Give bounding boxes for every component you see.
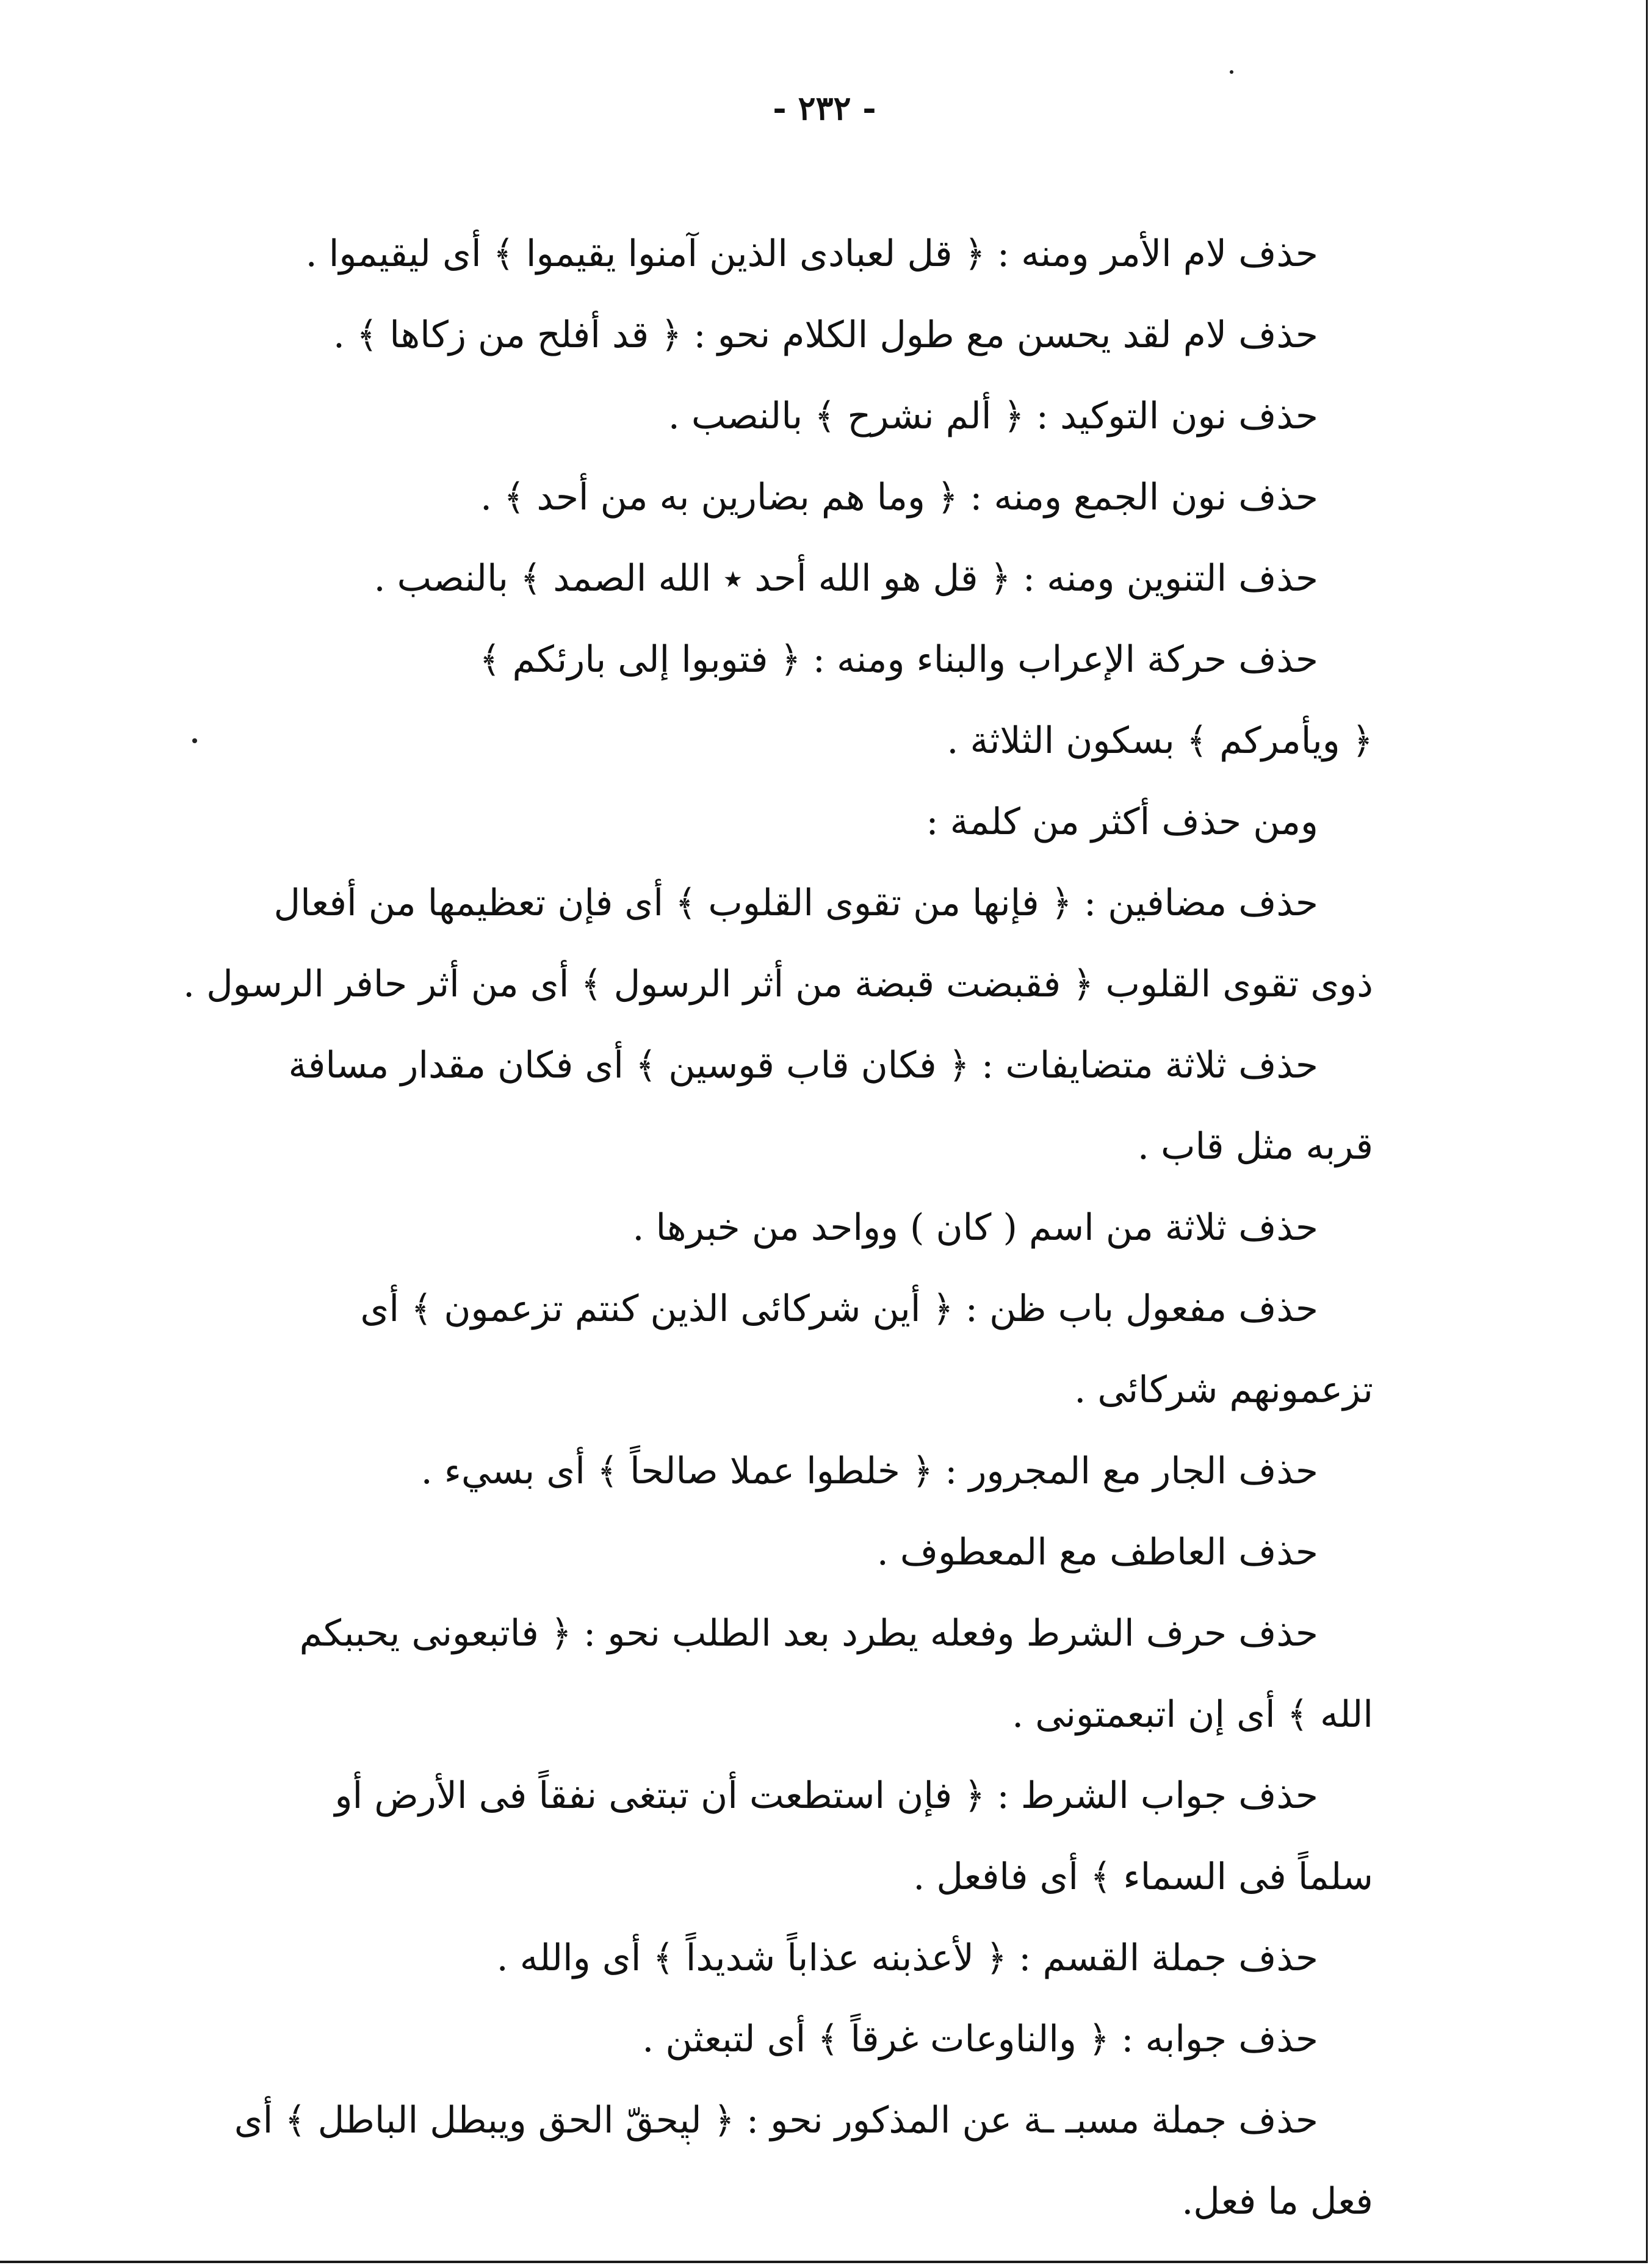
text-line: حذف العاطف مع المعطوف . xyxy=(876,1531,1318,1574)
text-line: حذف ثلاثة متضايفات : ﴿ فكان قاب قوسين ﴾ أى فكان مقدار مسافة xyxy=(288,1044,1318,1087)
text-line: حذف حرف الشرط وفعله يطرد بعد الطلب نحو : ﴿ فاتبعونى يحببكم xyxy=(299,1612,1318,1655)
text-line: ومن حذف أكثر من كلمة : xyxy=(926,801,1318,843)
text-line: حذف التنوين ومنه : ﴿ قل هو الله أحد ٭ الله الصمد ﴾ بالنصب . xyxy=(373,557,1318,600)
text-line: تزعمونهم شركائى . xyxy=(1074,1369,1373,1411)
scan-speck xyxy=(687,2142,690,2145)
text-line: حذف الجار مع المجرور : ﴿ خلطوا عملا صالحاً ﴾ أى بسيء . xyxy=(420,1450,1318,1492)
text-line: حذف لام الأمر ومنه : ﴿ قل لعبادى الذين آمنوا يقيموا ﴾ أى ليقيموا . xyxy=(305,232,1318,275)
text-line: حذف مفعول باب ظن : ﴿ أين شركائى الذين كنتم تزعمون ﴾ أى xyxy=(360,1287,1318,1330)
scan-speck xyxy=(192,738,197,743)
text-line: حذف مضافين : ﴿ فإنها من تقوى القلوب ﴾ أى فإن تعظيمها من أفعال xyxy=(273,882,1318,924)
text-line: حذف ثلاثة من اسم ( كان ) وواحد من خبرها . xyxy=(632,1206,1318,1249)
text-line: حذف نون الجمع ومنه : ﴿ وما هم بضارين به من أحد ﴾ . xyxy=(480,476,1318,519)
text-line: ذوى تقوى القلوب ﴿ فقبضت قبضة من أثر الرسول ﴾ أى من أثر حافر الرسول . xyxy=(182,963,1373,1006)
text-line: حذف جواب الشرط : ﴿ فإن استطعت أن تبتغى نفقاً فى الأرض أو xyxy=(334,1774,1318,1817)
text-line: حذف جوابه : ﴿ والناوعات غرقاً ﴾ أى لتبعثن . xyxy=(642,2018,1318,2061)
text-line: حذف لام لقد يحسن مع طول الكلام نحو : ﴿ قد أفلح من زكاها ﴾ . xyxy=(333,314,1318,356)
text-line: قربه مثل قاب . xyxy=(1137,1125,1373,1168)
text-line: فعل ما فعل. xyxy=(1182,2180,1373,2223)
scan-speck xyxy=(1230,70,1233,74)
text-line: سلماً فى السماء ﴾ أى فافعل . xyxy=(913,1856,1373,1898)
text-line: حذف حركة الإعراب والبناء ومنه : ﴿ فتوبوا إلى بارئكم ﴾ xyxy=(479,638,1318,681)
text-line: الله ﴾ أى إن اتبعمتونى . xyxy=(1012,1693,1373,1736)
page-number: - ٢٣٢ - xyxy=(773,88,876,128)
body-text xyxy=(182,214,1373,2242)
text-line: حذف جملة القسم : ﴿ لأعذبنه عذاباً شديداً ﴾ أى والله . xyxy=(496,1937,1318,1979)
text-line: حذف نون التوكيد : ﴿ ألم نشرح ﴾ بالنصب . xyxy=(668,395,1318,437)
text-line: حذف جملة مسبـ ـة عن المذكور نحو : ﴿ ليحقّ الحق ويبطل الباطل ﴾ أى xyxy=(234,2099,1318,2142)
text-line: ﴿ ويأمركم ﴾ بسكون الثلاثة . xyxy=(947,719,1373,762)
